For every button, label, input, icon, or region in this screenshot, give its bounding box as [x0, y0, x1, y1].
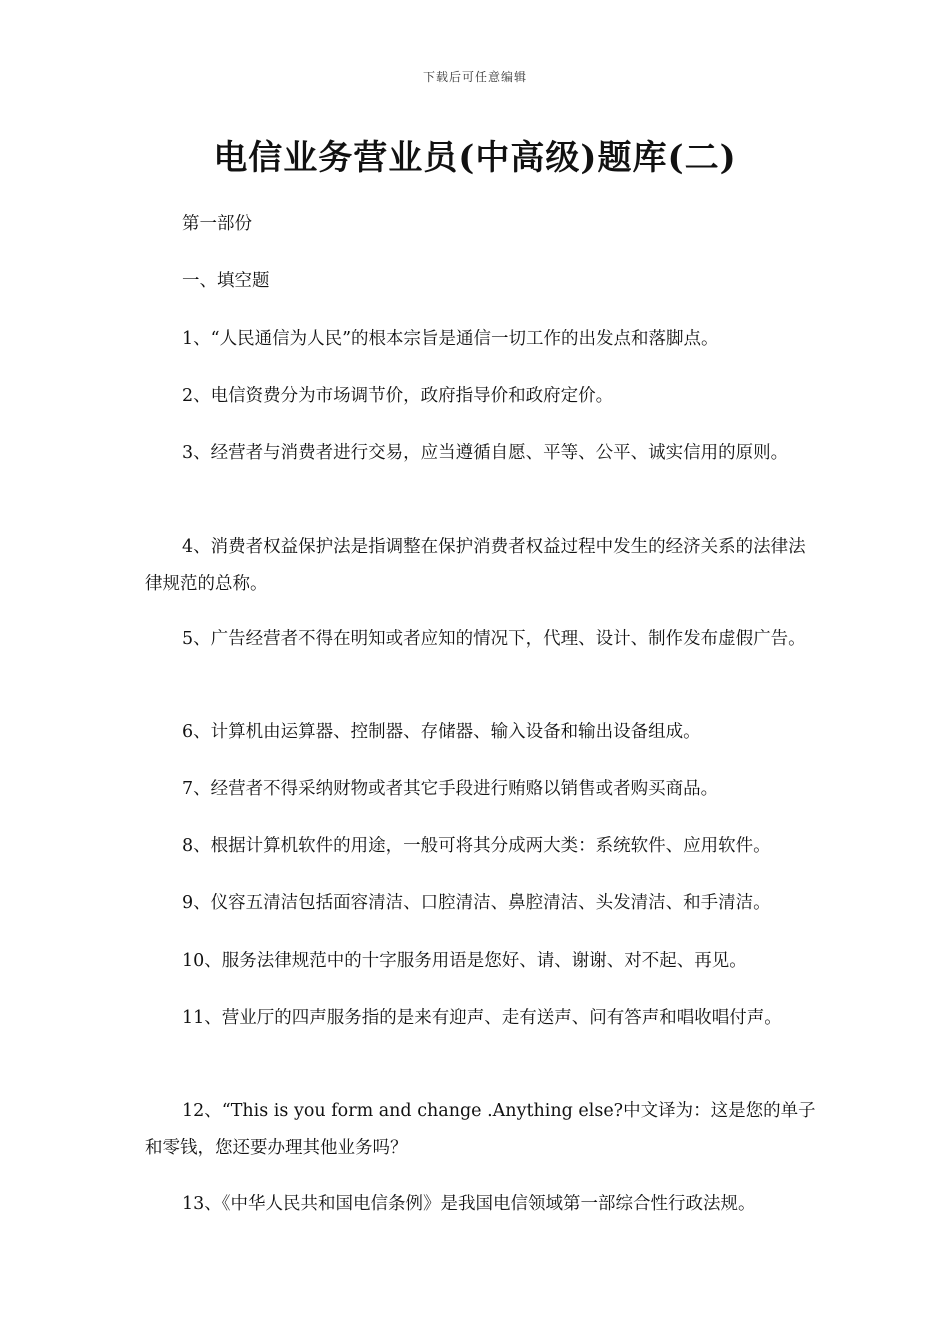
question-item-10: 10、服务法律规范中的十字服务用语是您好、请、谢谢、对不起、再见。 — [182, 951, 747, 971]
question-item-3: 3、经营者与消费者进行交易，应当遵循自愿、平等、公平、诚实信用的原则。 — [182, 443, 789, 463]
question-item-7: 7、经营者不得采纳财物或者其它手段进行贿赂以销售或者购买商品。 — [182, 779, 719, 799]
question-item-6: 6、计算机由运算器、控制器、存储器、输入设备和输出设备组成。 — [182, 722, 701, 742]
document-title: 电信业务营业员(中高级)题库(二) — [213, 138, 737, 178]
question-item-2: 2、电信资费分为市场调节价，政府指导价和政府定价。 — [182, 386, 614, 406]
question-item-9: 9、仪容五清洁包括面容清洁、口腔清洁、鼻腔清洁、头发清洁、和手清洁。 — [182, 893, 771, 913]
question-item-1: 1、“人民通信为人民”的根本宗旨是通信一切工作的出发点和落脚点。 — [182, 329, 719, 349]
part-label: 第一部份 — [182, 214, 252, 234]
question-item-8: 8、根据计算机软件的用途，一般可将其分成两大类：系统软件、应用软件。 — [182, 836, 771, 856]
section-heading: 一、填空题 — [182, 271, 270, 291]
page-header-note: 下载后可任意编辑 — [422, 70, 527, 84]
question-item-12: 12、“This is you form and change .Anything else?中文译为：这是您的单子和零钱，您还要办理其他业务吗？ — [145, 1101, 816, 1158]
question-item-13: 13、《中华人民共和国电信条例》是我国电信领域第一部综合性行政法规。 — [182, 1194, 756, 1214]
question-item-5: 5、广告经营者不得在明知或者应知的情况下，代理、设计、制作发布虚假广告。 — [182, 629, 806, 649]
question-item-11: 11、营业厅的四声服务指的是来有迎声、走有送声、问有答声和唱收唱付声。 — [182, 1008, 782, 1028]
question-item-4: 4、消费者权益保护法是指调整在保护消费者权益过程中发生的经济关系的法律法律规范的总称。 — [145, 537, 806, 594]
